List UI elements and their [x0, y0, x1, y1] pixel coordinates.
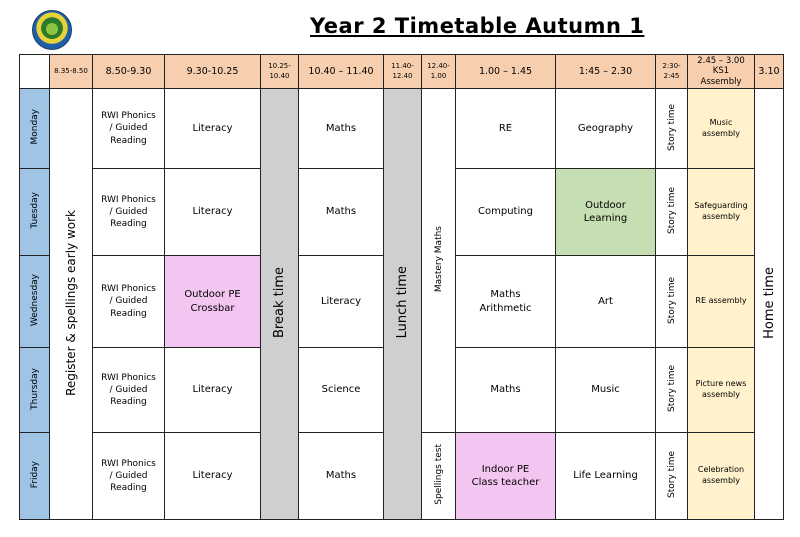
lesson-cell: Maths — [299, 89, 384, 169]
header-cell: 9.30-10.25 — [165, 55, 261, 89]
lesson-cell: Literacy — [165, 89, 261, 169]
phonics-cell: RWI Phonics / Guided Reading — [93, 433, 165, 520]
header-cell: 11.40-12.40 — [384, 55, 422, 89]
lesson-cell: Maths Arithmetic — [456, 256, 556, 348]
header-cell: 12.40-1.00 — [422, 55, 456, 89]
assembly-cell: RE assembly — [688, 256, 755, 348]
lesson-cell: Literacy — [165, 348, 261, 433]
lesson-cell: Indoor PE Class teacher — [456, 433, 556, 520]
day-cell: Friday — [20, 433, 50, 520]
day-cell: Tuesday — [20, 169, 50, 256]
header-cell: 10.25-10.40 — [261, 55, 299, 89]
header-cell: 1.00 – 1.45 — [456, 55, 556, 89]
lesson-cell: Geography — [556, 89, 656, 169]
header-cell: 8.50-9.30 — [93, 55, 165, 89]
lesson-cell: Literacy — [165, 169, 261, 256]
timetable — [19, 54, 784, 520]
phonics-cell: RWI Phonics / Guided Reading — [93, 348, 165, 433]
lesson-cell: Outdoor PE Crossbar — [165, 256, 261, 348]
header-cell: 8.35-8.50 — [50, 55, 93, 89]
page-title: Year 2 Timetable Autumn 1 — [310, 14, 645, 38]
phonics-cell: RWI Phonics / Guided Reading — [93, 169, 165, 256]
day-cell: Monday — [20, 89, 50, 169]
lesson-cell: Maths — [456, 348, 556, 433]
lesson-cell: Computing — [456, 169, 556, 256]
break-cell: Break time — [261, 89, 299, 520]
home-cell: Home time — [755, 89, 784, 520]
header-cell: 2.45 – 3.00 KS1 Assembly — [688, 55, 755, 89]
lesson-cell: Outdoor Learning — [556, 169, 656, 256]
corner-cell — [20, 55, 50, 89]
phonics-cell: RWI Phonics / Guided Reading — [93, 89, 165, 169]
story-cell: Story time — [656, 433, 688, 520]
assembly-cell: Picture news assembly — [688, 348, 755, 433]
lesson-cell: Life Learning — [556, 433, 656, 520]
school-logo — [32, 10, 72, 50]
story-cell: Story time — [656, 89, 688, 169]
story-cell: Story time — [656, 169, 688, 256]
phonics-cell: RWI Phonics / Guided Reading — [93, 256, 165, 348]
header-cell: 3.10 — [755, 55, 784, 89]
table-row — [20, 89, 784, 169]
assembly-cell: Safeguarding assembly — [688, 169, 755, 256]
story-cell: Story time — [656, 348, 688, 433]
assembly-cell: Music assembly — [688, 89, 755, 169]
lesson-cell: Maths — [299, 169, 384, 256]
story-cell: Story time — [656, 256, 688, 348]
header-cell: 10.40 – 11.40 — [299, 55, 384, 89]
lesson-cell: Maths — [299, 433, 384, 520]
header-cell: 2:30-2:45 — [656, 55, 688, 89]
lesson-cell: Art — [556, 256, 656, 348]
lesson-cell: Science — [299, 348, 384, 433]
header-row — [20, 55, 784, 89]
day-cell: Thursday — [20, 348, 50, 433]
register-cell: Register & spellings early work — [50, 89, 93, 520]
lunch-cell: Lunch time — [384, 89, 422, 520]
header-cell: 1:45 – 2.30 — [556, 55, 656, 89]
spellings-test-cell: Spellings test — [422, 433, 456, 520]
lesson-cell: RE — [456, 89, 556, 169]
lesson-cell: Literacy — [299, 256, 384, 348]
day-cell: Wednesday — [20, 256, 50, 348]
lesson-cell: Literacy — [165, 433, 261, 520]
mastery-cell: Mastery Maths — [422, 89, 456, 433]
assembly-cell: Celebration assembly — [688, 433, 755, 520]
lesson-cell: Music — [556, 348, 656, 433]
